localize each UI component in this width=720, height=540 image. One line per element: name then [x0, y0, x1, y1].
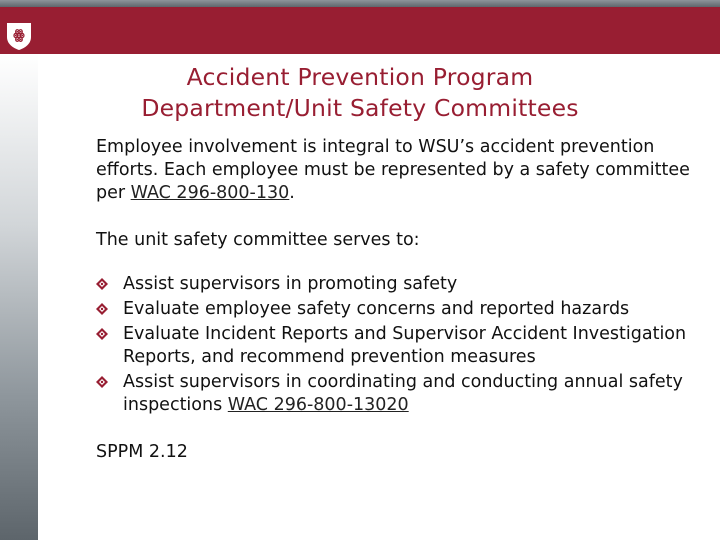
bullet-text: Evaluate Incident Reports and Supervisor Accident Investigation Reports, and recommend prevention measures: [123, 324, 687, 367]
intro-text: Employee involvement is integral to WSU’s accident prevention efforts. Each employee must be represented by a safety committee per: [96, 137, 690, 203]
left-gradient-panel: [0, 54, 38, 540]
intro-paragraph: [96, 136, 696, 205]
top-strip: [0, 0, 720, 7]
header-band: [0, 7, 720, 54]
title-line-2: Department/Unit Safety Committees: [141, 94, 579, 122]
list-item: [96, 298, 696, 321]
list-item: [96, 273, 696, 296]
bullet-text: Assist supervisors in coordinating and conducting annual safety inspections: [123, 372, 683, 415]
wac-296-800-13020-link[interactable]: WAC 296-800-13020: [227, 395, 409, 415]
bullet-text: Assist supervisors in promoting safety: [123, 274, 458, 294]
title-line-1: Accident Prevention Program: [186, 63, 534, 91]
wsu-shield-icon: [5, 21, 33, 51]
diamond-bullet-icon: [96, 303, 108, 315]
wac-296-800-130-link[interactable]: WAC 296-800-130: [130, 183, 290, 203]
svg-text:ꙮ: ꙮ: [13, 28, 25, 43]
list-item: [96, 371, 696, 417]
intro-period: .: [289, 183, 295, 203]
slide-body: [96, 136, 696, 464]
slide-title: [60, 62, 660, 124]
diamond-bullet-icon: [96, 278, 108, 290]
sppm-reference: SPPM 2.12: [96, 442, 188, 462]
serves-heading: The unit safety committee serves to:: [96, 230, 420, 250]
diamond-bullet-icon: [96, 376, 108, 388]
diamond-bullet-icon: [96, 328, 108, 340]
bullet-list: [96, 273, 696, 417]
list-item: [96, 323, 696, 369]
bullet-text: Evaluate employee safety concerns and reported hazards: [123, 299, 630, 319]
